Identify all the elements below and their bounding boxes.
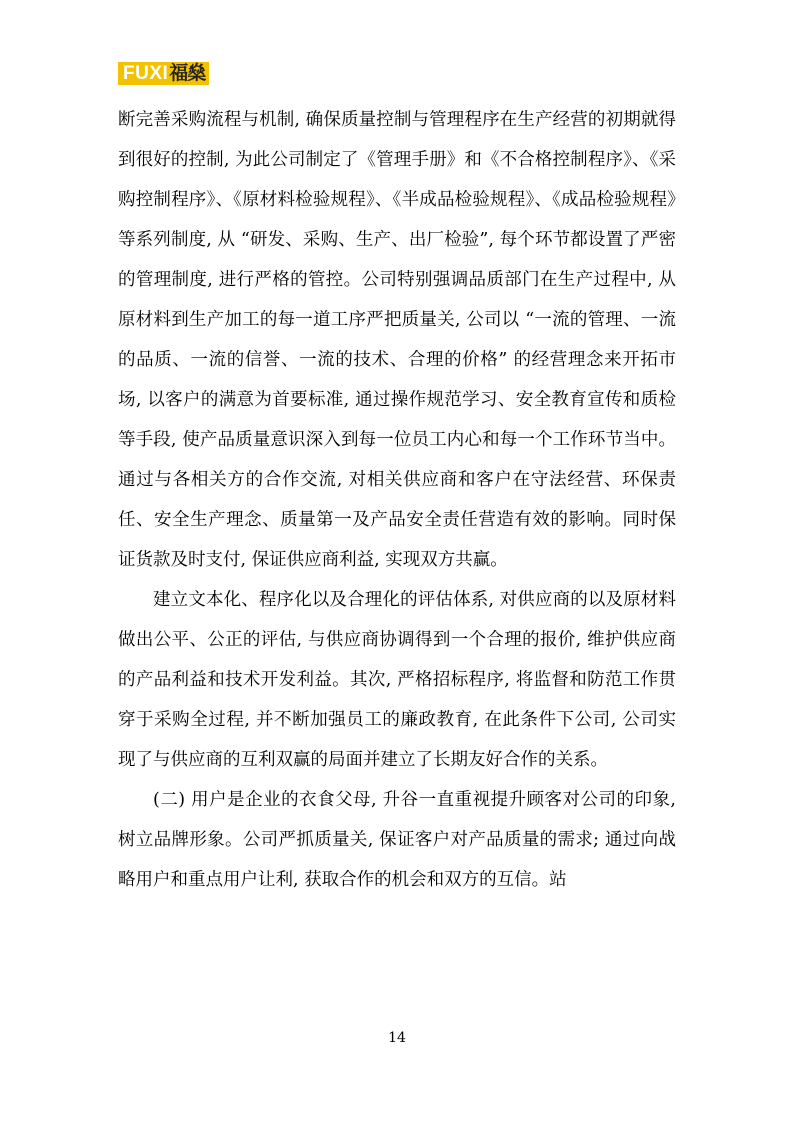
- company-logo: [118, 62, 209, 85]
- logo-latin-text: FUXI: [123, 63, 169, 84]
- paragraph-1: 断完善采购流程与机制, 确保质量控制与管理程序在生产经营的初期就得到很好的控制, 为此公司制定了《管理手册》和《不合格控制程序》、《采购控制程序》、《原材料检验规程》、《半成品检验规程》、《成品检验规程》等系列制度, 从 “研发、采购、生产、出厂检验”, 每个环节都设置了严密的管理制度, 进行严格的管控。公司特别强调品质部门在生产过程中, 从原材料到生产加工的每一道工序严把质量关, 公司以 “一流的管理、一流的品质、一流的信誉、一流的技术、合理的价格” 的经营理念来开拓市场, 以客户的满意为首要标准, 通过操作规范学习、安全教育宣传和质检等手段, 使产品质量意识深入到每一位员工内心和每一个工作环节当中。通过与各相关方的合作交流, 对相关供应商和客户在守法经营、环保责任、安全生产理念、质量第一及产品安全责任营造有效的影响。同时保证货款及时支付, 保证供应商利益, 实现双方共赢。: [118, 110, 676, 570]
- document-body: [118, 100, 676, 900]
- page-number: 14: [388, 1030, 406, 1046]
- paragraph-3: (二) 用户是企业的衣食父母, 升谷一直重视提升顾客对公司的印象, 树立品牌形象。公司严抓质量关, 保证客户对产品质量的需求; 通过向战略用户和重点用户让利, 获取合作的机会和双方的互信。站: [118, 790, 676, 890]
- paragraph-2: 建立文本化、程序化以及合理化的评估体系, 对供应商的以及原材料做出公平、公正的评估, 与供应商协调得到一个合理的报价, 维护供应商的产品利益和技术开发利益。其次, 严格招标程序, 将监督和防范工作贯穿于采购全过程, 并不断加强员工的廉政教育, 在此条件下公司, 公司实现了与供应商的互利双赢的局面并建立了长期友好合作的关系。: [118, 590, 676, 770]
- logo-cjk-text: 福燊: [169, 62, 206, 84]
